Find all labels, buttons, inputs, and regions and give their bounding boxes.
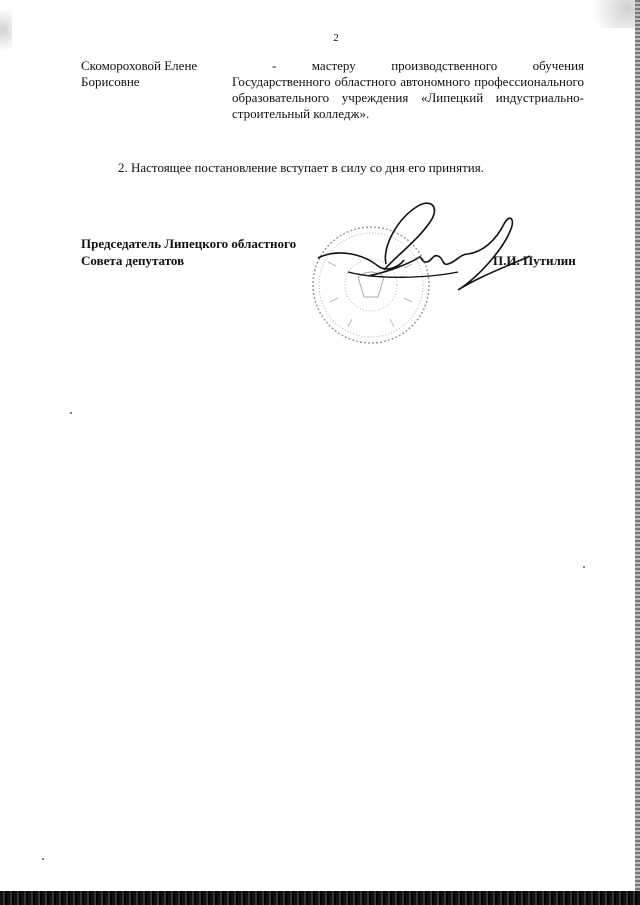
scan-bottom-edge xyxy=(0,891,640,905)
scan-speck xyxy=(583,566,585,568)
clause-effective-date: 2. Настоящее постановление вступает в силу со дня его принятия. xyxy=(118,160,484,175)
position-text: мастеру производственного обучения Государственного областного автономного профессионального образовательного учреждения «Липецкий индустриально-строительный колледж». xyxy=(232,58,585,121)
scan-speck xyxy=(70,412,72,414)
scan-speck xyxy=(42,858,44,860)
signature-icon xyxy=(308,196,533,296)
signatory-name: П.И. Путилин xyxy=(493,253,576,268)
scan-edge xyxy=(635,0,640,905)
scan-noise xyxy=(580,0,640,28)
page-number: 2 xyxy=(333,32,339,44)
dash-separator: - xyxy=(272,58,277,73)
scan-noise xyxy=(0,0,12,60)
recipient-position xyxy=(232,58,584,122)
signatory-title: Председатель Липецкого областного Совета депутатов xyxy=(81,236,297,268)
recipient-name: Скомороховой Елене Борисовне xyxy=(81,58,198,89)
